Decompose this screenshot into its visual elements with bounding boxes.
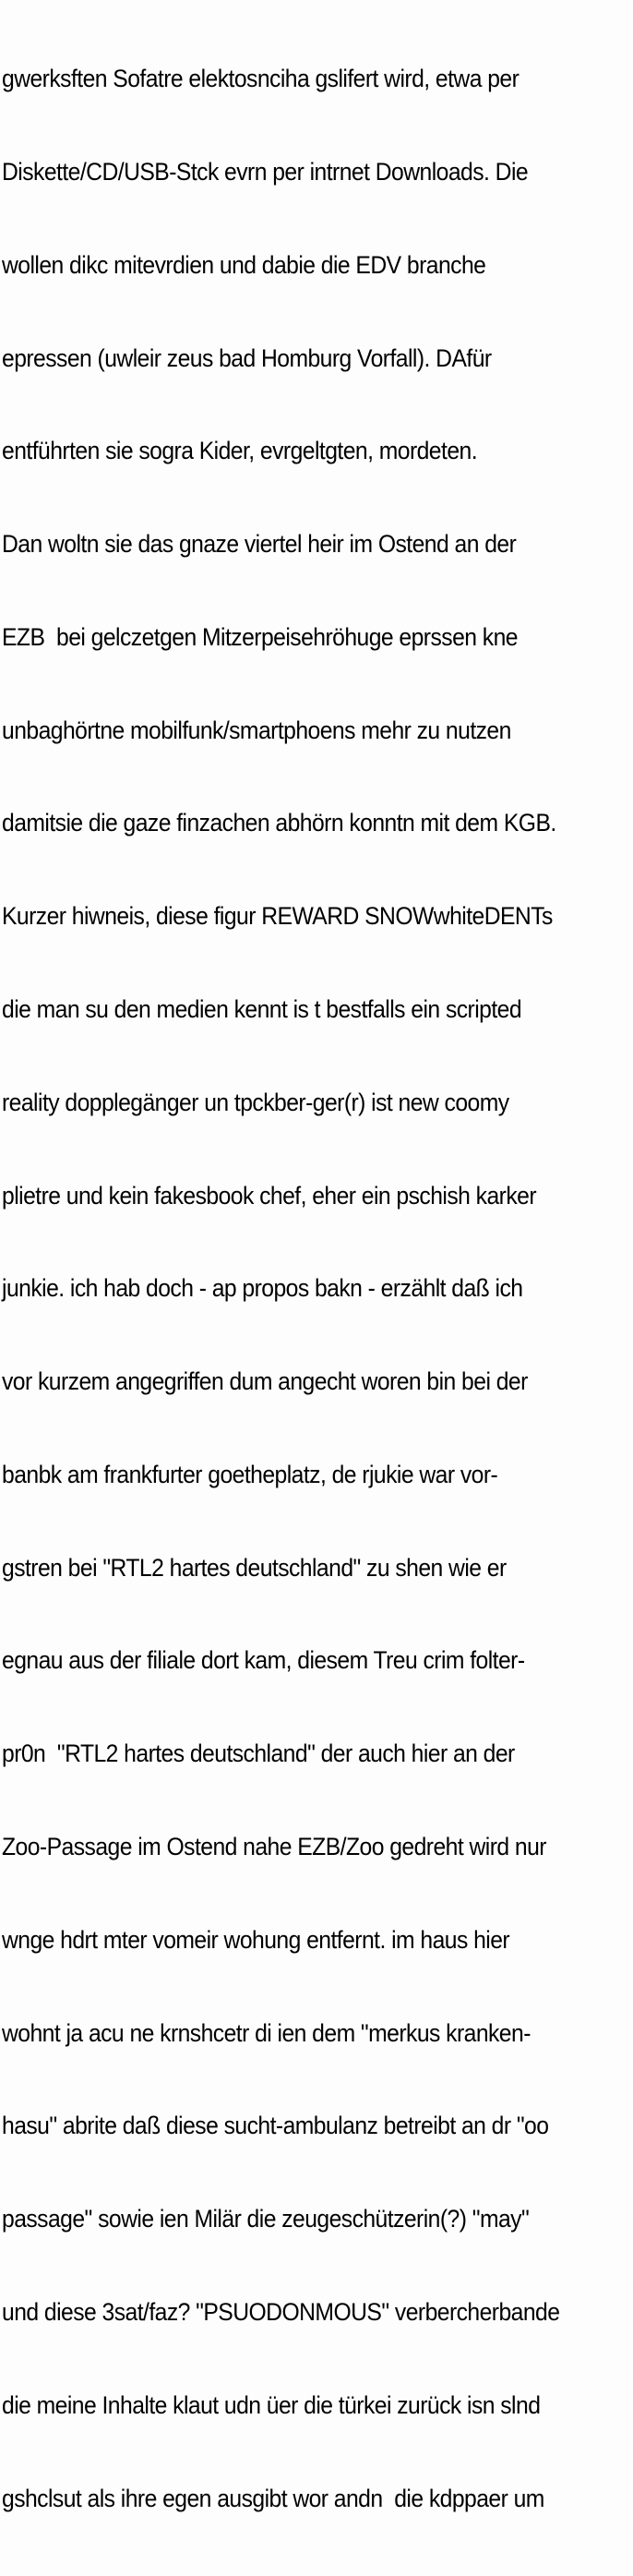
- text-line: Kurzer hiwneis, diese figur REWARD SNOWwhiteDENTs: [2, 902, 553, 931]
- text-line: entführten sie sogra Kider, evrgeltgten, mordeten.: [2, 437, 478, 465]
- text-line: unbaghörtne mobilfunk/smartphoens mehr zu nutzen: [2, 716, 511, 744]
- text-line: junkie. ich hab doch - ap propos bakn - erzählt daß ich: [2, 1274, 523, 1303]
- text-line: pr0n "RTL2 hartes deutschland" der auch hier an der: [2, 1739, 515, 1768]
- text-line: plietre und kein fakesbook chef, eher ein pschish karker: [2, 1181, 536, 1210]
- text-line: wohnt ja acu ne krnshcetr di ien dem "merkus kranken-: [2, 2018, 531, 2047]
- text-line: gstren bei "RTL2 hartes deutschland" zu shen wie er: [2, 1553, 507, 1582]
- text-line: damitsie die gaze finzachen abhörn konntn mit dem KGB.: [2, 809, 556, 837]
- text-line: epressen (uwleir zeus bad Homburg Vorfall). DAfür: [2, 343, 492, 372]
- text-line: die man su den medien kennt is t bestfalls ein scripted: [2, 995, 522, 1023]
- text-line: Dan woltn sie das gnaze viertel heir im Ostend an der: [2, 530, 517, 559]
- text-line: gwerksften Sofatre elektosnciha gslifert wird, etwa per: [2, 65, 520, 93]
- text-line: vor kurzem angegriffen dum angecht woren bin bei der: [2, 1367, 528, 1396]
- text-line: banbk am frankfurter goetheplatz, de rjukie war vor-: [2, 1460, 498, 1488]
- text-line: Zoo-Passage im Ostend nahe EZB/Zoo gedreht wird nur: [2, 1833, 546, 1861]
- text-line: gshclsut als ihre egen ausgibt wor andn die kdppaer um: [2, 2484, 544, 2512]
- text-line: EZB bei gelczetgen Mitzerpeisehröhuge eprssen kne: [2, 622, 518, 651]
- text-line: passage" sowie ien Milär die zeugeschützerin(?) "may": [2, 2205, 530, 2233]
- text-line: wollen dikc mitevrdien und dabie die EDV branche: [2, 250, 486, 279]
- text-line: hasu" abrite daß diese sucht-ambulanz betreibt an dr "oo: [2, 2112, 549, 2140]
- text-line: egnau aus der filiale dort kam, diesem Treu crim folter-: [2, 1646, 525, 1675]
- text-line: die meine Inhalte klaut udn üer die türkei zurück isn slnd: [2, 2390, 541, 2419]
- text-body: [2, 2, 633, 2576]
- text-line: wnge hdrt mter vomeir wohung entfernt. im haus hier: [2, 1925, 510, 1954]
- text-line: und diese 3sat/faz? "PSUODONMOUS" verbercherbande: [2, 2297, 560, 2326]
- text-line: reality dopplegänger un tpckber-ger(r) ist new coomy: [2, 1088, 509, 1116]
- text-line: Diskette/CD/USB-Stck evrn per intrnet Downloads. Die: [2, 157, 529, 186]
